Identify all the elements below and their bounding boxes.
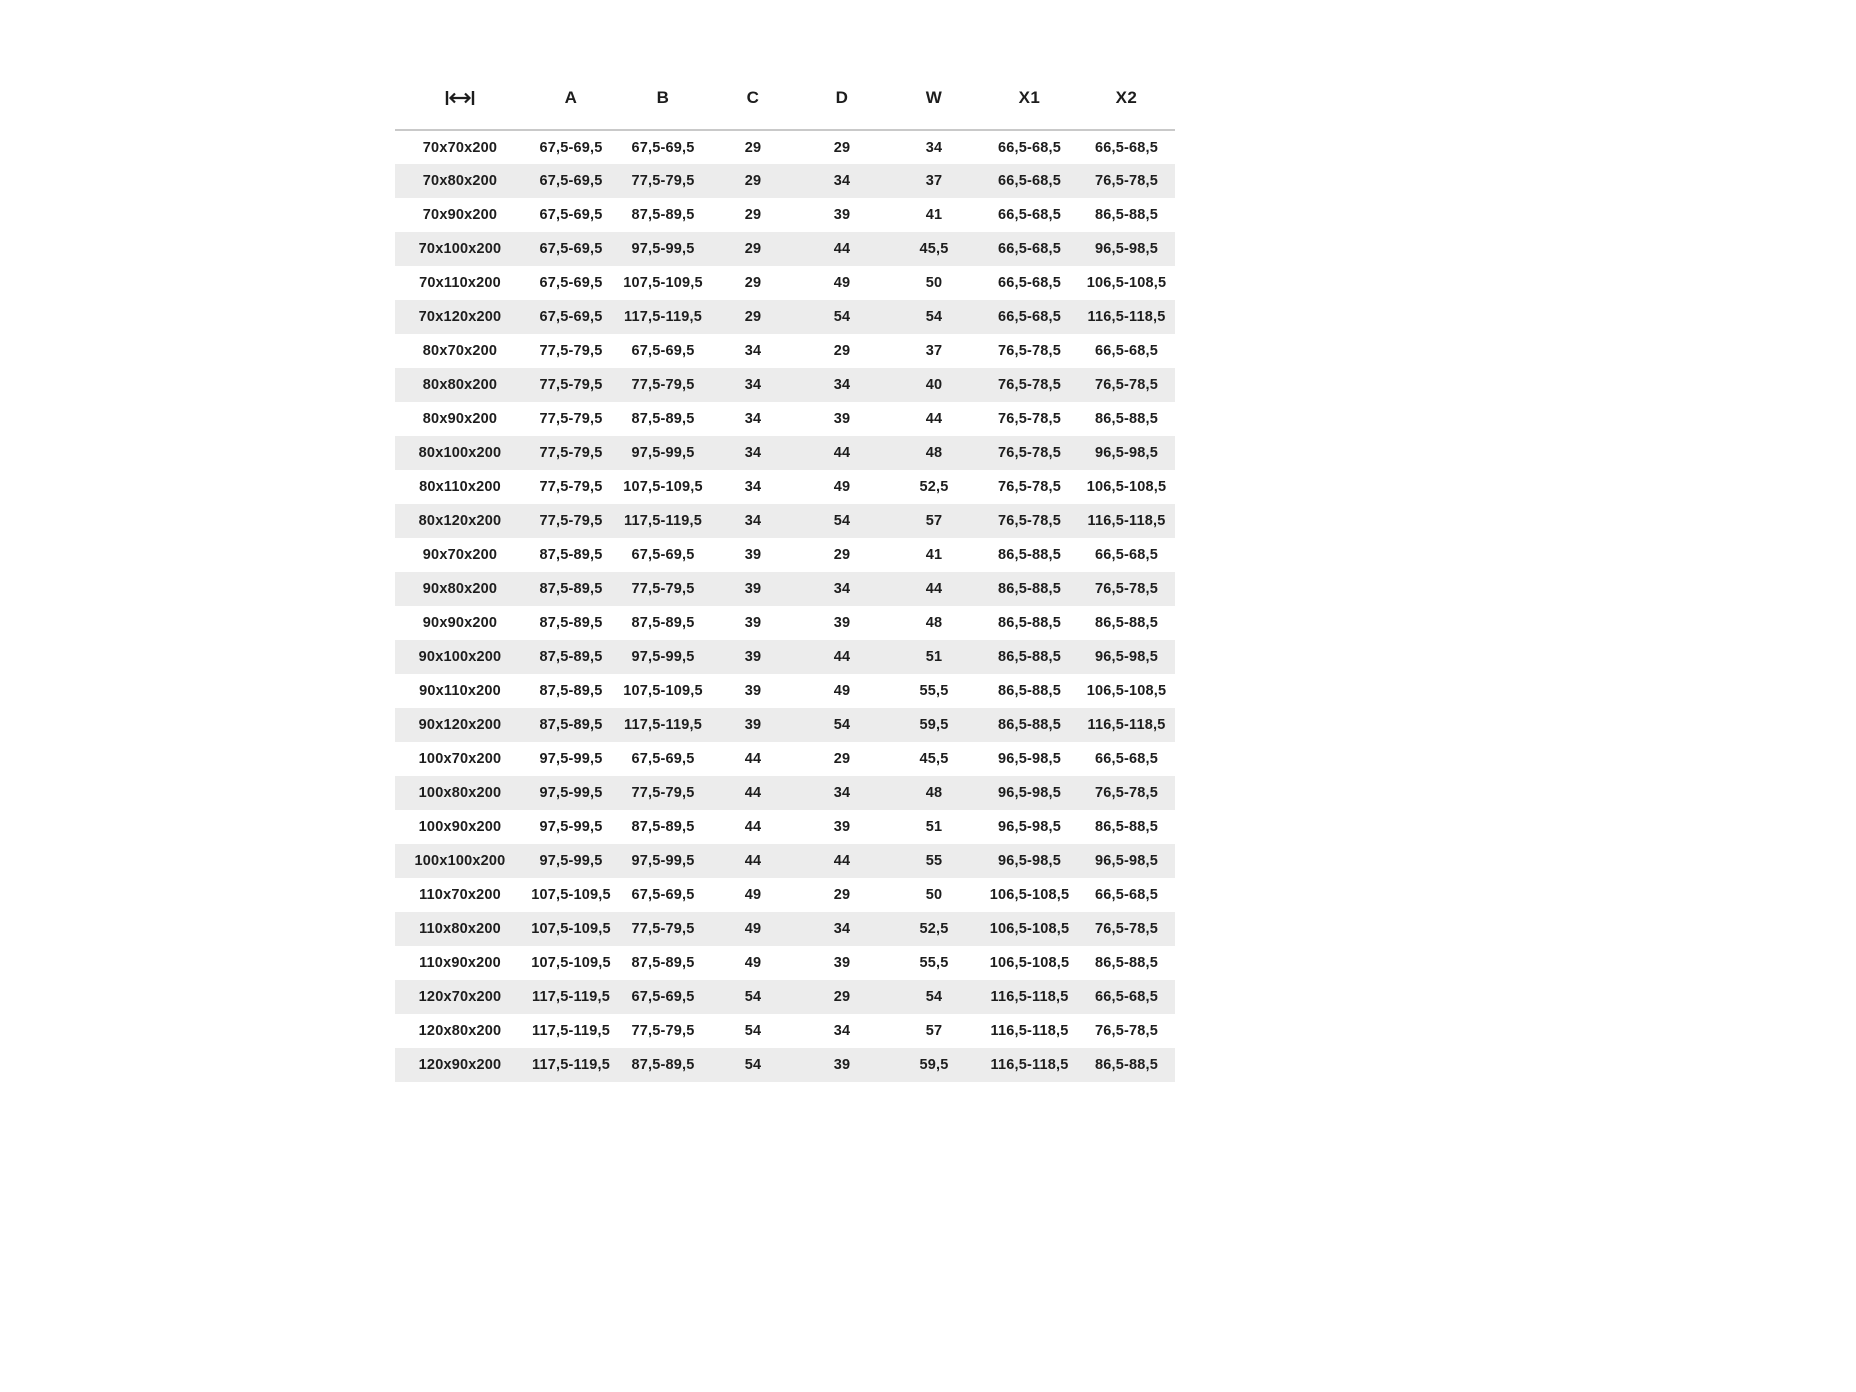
value-cell: 77,5-79,5 bbox=[631, 1023, 695, 1039]
value-cell: 34 bbox=[709, 368, 797, 402]
value-cell: 39 bbox=[833, 615, 851, 631]
value-cell: 29 bbox=[833, 887, 851, 903]
table-row bbox=[395, 402, 1175, 436]
value-cell: 39 bbox=[833, 819, 851, 835]
value-cell: 29 bbox=[833, 139, 851, 156]
value-cell: 67,5-69,5 bbox=[539, 275, 603, 291]
column-header-x2: X2 bbox=[1078, 70, 1175, 130]
value-cell: 86,5-88,5 bbox=[981, 640, 1078, 674]
value-cell: 97,5-99,5 bbox=[525, 776, 617, 810]
value-cell: 77,5-79,5 bbox=[617, 912, 709, 946]
value-cell: 67,5-69,5 bbox=[525, 300, 617, 334]
size-cell: 90x90x200 bbox=[422, 615, 498, 631]
value-cell: 67,5-69,5 bbox=[539, 139, 603, 156]
value-cell: 34 bbox=[797, 572, 887, 606]
value-cell: 34 bbox=[797, 164, 887, 198]
value-cell: 39 bbox=[744, 615, 762, 631]
value-cell: 107,5-109,5 bbox=[623, 479, 703, 495]
value-cell: 77,5-79,5 bbox=[617, 368, 709, 402]
table-row bbox=[395, 946, 1175, 980]
size-cell: 90x100x200 bbox=[395, 640, 525, 674]
size-cell: 90x120x200 bbox=[395, 708, 525, 742]
size-cell: 90x70x200 bbox=[422, 547, 498, 563]
value-cell: 106,5-108,5 bbox=[981, 912, 1078, 946]
size-cell: 70x120x200 bbox=[395, 300, 525, 334]
value-cell: 66,5-68,5 bbox=[1078, 980, 1175, 1014]
value-cell: 106,5-108,5 bbox=[1086, 275, 1167, 291]
value-cell: 97,5-99,5 bbox=[617, 436, 709, 470]
size-column-header bbox=[395, 70, 525, 130]
value-cell: 76,5-78,5 bbox=[981, 504, 1078, 538]
value-cell: 67,5-69,5 bbox=[631, 751, 695, 767]
dimensions-table-container bbox=[395, 70, 1175, 1082]
table-row bbox=[395, 470, 1175, 504]
value-cell: 87,5-89,5 bbox=[631, 615, 695, 631]
value-cell: 86,5-88,5 bbox=[981, 572, 1078, 606]
value-cell: 39 bbox=[833, 411, 851, 427]
size-cell: 80x70x200 bbox=[422, 343, 498, 359]
value-cell: 116,5-118,5 bbox=[981, 1048, 1078, 1082]
value-cell: 67,5-69,5 bbox=[631, 139, 695, 156]
table-row bbox=[395, 538, 1175, 572]
value-cell: 87,5-89,5 bbox=[631, 955, 695, 971]
value-cell: 54 bbox=[887, 980, 981, 1014]
value-cell: 48 bbox=[925, 615, 943, 631]
table-row bbox=[395, 300, 1175, 334]
value-cell: 87,5-89,5 bbox=[539, 615, 603, 631]
table-row bbox=[395, 164, 1175, 198]
value-cell: 44 bbox=[797, 640, 887, 674]
value-cell: 39 bbox=[709, 640, 797, 674]
value-cell: 54 bbox=[709, 980, 797, 1014]
value-cell: 48 bbox=[887, 776, 981, 810]
value-cell: 66,5-68,5 bbox=[1094, 887, 1159, 903]
value-cell: 67,5-69,5 bbox=[631, 547, 695, 563]
size-cell: 70x70x200 bbox=[422, 139, 498, 156]
size-cell: 70x90x200 bbox=[422, 207, 498, 223]
table-row bbox=[395, 130, 1175, 164]
value-cell: 48 bbox=[887, 436, 981, 470]
value-cell: 39 bbox=[744, 547, 762, 563]
value-cell: 52,5 bbox=[887, 912, 981, 946]
value-cell: 39 bbox=[833, 955, 851, 971]
value-cell: 66,5-68,5 bbox=[997, 139, 1062, 156]
value-cell: 54 bbox=[797, 504, 887, 538]
value-cell: 96,5-98,5 bbox=[981, 776, 1078, 810]
value-cell: 44 bbox=[709, 776, 797, 810]
value-cell: 117,5-119,5 bbox=[617, 708, 709, 742]
value-cell: 86,5-88,5 bbox=[1094, 411, 1159, 427]
value-cell: 29 bbox=[744, 139, 762, 156]
value-cell: 77,5-79,5 bbox=[617, 164, 709, 198]
value-cell: 41 bbox=[925, 207, 943, 223]
value-cell: 50 bbox=[925, 887, 943, 903]
value-cell: 67,5-69,5 bbox=[631, 887, 695, 903]
value-cell: 107,5-109,5 bbox=[623, 683, 703, 699]
value-cell: 96,5-98,5 bbox=[1078, 640, 1175, 674]
column-header-x1: X1 bbox=[981, 70, 1078, 130]
value-cell: 29 bbox=[709, 300, 797, 334]
value-cell: 39 bbox=[744, 683, 762, 699]
column-header-d: D bbox=[797, 70, 887, 130]
value-cell: 49 bbox=[833, 683, 851, 699]
value-cell: 51 bbox=[887, 640, 981, 674]
value-cell: 116,5-118,5 bbox=[1078, 504, 1175, 538]
table-row bbox=[395, 504, 1175, 538]
value-cell: 44 bbox=[797, 232, 887, 266]
size-cell: 110x70x200 bbox=[419, 887, 501, 903]
value-cell: 117,5-119,5 bbox=[617, 300, 709, 334]
value-cell: 96,5-98,5 bbox=[1078, 436, 1175, 470]
value-cell: 49 bbox=[833, 479, 851, 495]
value-cell: 87,5-89,5 bbox=[617, 1048, 709, 1082]
value-cell: 67,5-69,5 bbox=[631, 343, 695, 359]
value-cell: 54 bbox=[797, 300, 887, 334]
value-cell: 117,5-119,5 bbox=[525, 1048, 617, 1082]
value-cell: 55,5 bbox=[919, 955, 949, 971]
table-row bbox=[395, 606, 1175, 640]
value-cell: 29 bbox=[709, 232, 797, 266]
value-cell: 97,5-99,5 bbox=[539, 751, 603, 767]
value-cell: 86,5-88,5 bbox=[1094, 207, 1159, 223]
value-cell: 77,5-79,5 bbox=[525, 368, 617, 402]
table-header-row bbox=[395, 70, 1175, 130]
table-row bbox=[395, 742, 1175, 776]
value-cell: 66,5-68,5 bbox=[1094, 751, 1159, 767]
value-cell: 66,5-68,5 bbox=[1094, 547, 1159, 563]
value-cell: 49 bbox=[709, 912, 797, 946]
value-cell: 76,5-78,5 bbox=[1094, 1023, 1159, 1039]
value-cell: 87,5-89,5 bbox=[631, 411, 695, 427]
value-cell: 87,5-89,5 bbox=[525, 572, 617, 606]
value-cell: 34 bbox=[925, 139, 943, 156]
size-cell: 80x90x200 bbox=[422, 411, 498, 427]
value-cell: 44 bbox=[744, 751, 762, 767]
value-cell: 96,5-98,5 bbox=[1078, 844, 1175, 878]
value-cell: 66,5-68,5 bbox=[1094, 343, 1159, 359]
value-cell: 44 bbox=[709, 844, 797, 878]
size-cell: 120x80x200 bbox=[418, 1023, 502, 1039]
table-row bbox=[395, 776, 1175, 810]
value-cell: 50 bbox=[925, 275, 943, 291]
value-cell: 77,5-79,5 bbox=[617, 572, 709, 606]
table-row bbox=[395, 572, 1175, 606]
value-cell: 66,5-68,5 bbox=[997, 207, 1062, 223]
value-cell: 77,5-79,5 bbox=[539, 411, 603, 427]
value-cell: 116,5-118,5 bbox=[981, 980, 1078, 1014]
table-row bbox=[395, 980, 1175, 1014]
size-cell: 90x80x200 bbox=[395, 572, 525, 606]
table-row bbox=[395, 844, 1175, 878]
value-cell: 29 bbox=[833, 547, 851, 563]
value-cell: 44 bbox=[744, 819, 762, 835]
value-cell: 116,5-118,5 bbox=[1078, 300, 1175, 334]
value-cell: 29 bbox=[744, 207, 762, 223]
value-cell: 66,5-68,5 bbox=[997, 275, 1062, 291]
value-cell: 97,5-99,5 bbox=[617, 232, 709, 266]
value-cell: 86,5-88,5 bbox=[1094, 955, 1159, 971]
value-cell: 37 bbox=[887, 164, 981, 198]
value-cell: 45,5 bbox=[919, 751, 949, 767]
value-cell: 116,5-118,5 bbox=[1078, 708, 1175, 742]
table-row bbox=[395, 674, 1175, 708]
value-cell: 96,5-98,5 bbox=[997, 751, 1062, 767]
table-row bbox=[395, 912, 1175, 946]
value-cell: 34 bbox=[744, 479, 762, 495]
value-cell: 44 bbox=[925, 411, 943, 427]
table-row bbox=[395, 708, 1175, 742]
value-cell: 106,5-108,5 bbox=[1086, 479, 1167, 495]
value-cell: 67,5-69,5 bbox=[525, 164, 617, 198]
value-cell: 76,5-78,5 bbox=[981, 368, 1078, 402]
table-body bbox=[395, 130, 1175, 1082]
value-cell: 87,5-89,5 bbox=[525, 640, 617, 674]
value-cell: 107,5-109,5 bbox=[623, 275, 703, 291]
value-cell: 39 bbox=[797, 1048, 887, 1082]
value-cell: 97,5-99,5 bbox=[525, 844, 617, 878]
value-cell: 96,5-98,5 bbox=[981, 844, 1078, 878]
value-cell: 86,5-88,5 bbox=[997, 547, 1062, 563]
value-cell: 117,5-119,5 bbox=[525, 980, 617, 1014]
value-cell: 44 bbox=[887, 572, 981, 606]
value-cell: 106,5-108,5 bbox=[989, 955, 1070, 971]
size-cell: 100x80x200 bbox=[395, 776, 525, 810]
size-cell: 70x110x200 bbox=[419, 275, 501, 291]
value-cell: 96,5-98,5 bbox=[1078, 232, 1175, 266]
value-cell: 37 bbox=[925, 343, 943, 359]
value-cell: 86,5-88,5 bbox=[997, 615, 1062, 631]
value-cell: 76,5-78,5 bbox=[981, 436, 1078, 470]
value-cell: 97,5-99,5 bbox=[539, 819, 603, 835]
size-cell: 80x80x200 bbox=[395, 368, 525, 402]
size-cell: 70x100x200 bbox=[395, 232, 525, 266]
value-cell: 76,5-78,5 bbox=[1078, 776, 1175, 810]
table-row bbox=[395, 878, 1175, 912]
column-header-c: C bbox=[709, 70, 797, 130]
size-cell: 120x70x200 bbox=[395, 980, 525, 1014]
dimensions-table bbox=[395, 70, 1175, 1082]
value-cell: 76,5-78,5 bbox=[1078, 912, 1175, 946]
value-cell: 55,5 bbox=[919, 683, 949, 699]
value-cell: 49 bbox=[833, 275, 851, 291]
value-cell: 77,5-79,5 bbox=[539, 343, 603, 359]
value-cell: 86,5-88,5 bbox=[1094, 819, 1159, 835]
size-cell: 80x100x200 bbox=[395, 436, 525, 470]
value-cell: 77,5-79,5 bbox=[617, 776, 709, 810]
value-cell: 29 bbox=[833, 343, 851, 359]
value-cell: 59,5 bbox=[887, 708, 981, 742]
value-cell: 54 bbox=[887, 300, 981, 334]
size-cell: 100x100x200 bbox=[395, 844, 525, 878]
value-cell: 44 bbox=[797, 436, 887, 470]
value-cell: 29 bbox=[709, 164, 797, 198]
value-cell: 87,5-89,5 bbox=[525, 708, 617, 742]
value-cell: 87,5-89,5 bbox=[539, 683, 603, 699]
table-row bbox=[395, 266, 1175, 300]
value-cell: 39 bbox=[833, 207, 851, 223]
value-cell: 76,5-78,5 bbox=[997, 411, 1062, 427]
value-cell: 39 bbox=[709, 708, 797, 742]
size-cell: 120x90x200 bbox=[395, 1048, 525, 1082]
value-cell: 97,5-99,5 bbox=[617, 844, 709, 878]
table-row bbox=[395, 1048, 1175, 1082]
value-cell: 86,5-88,5 bbox=[997, 683, 1062, 699]
size-cell: 90x110x200 bbox=[419, 683, 501, 699]
value-cell: 87,5-89,5 bbox=[631, 207, 695, 223]
table-row bbox=[395, 436, 1175, 470]
value-cell: 29 bbox=[744, 275, 762, 291]
value-cell: 49 bbox=[744, 887, 762, 903]
value-cell: 106,5-108,5 bbox=[989, 887, 1070, 903]
value-cell: 41 bbox=[925, 547, 943, 563]
value-cell: 116,5-118,5 bbox=[990, 1023, 1069, 1039]
table-row bbox=[395, 334, 1175, 368]
value-cell: 34 bbox=[709, 504, 797, 538]
size-cell: 70x80x200 bbox=[395, 164, 525, 198]
value-cell: 76,5-78,5 bbox=[1078, 164, 1175, 198]
value-cell: 97,5-99,5 bbox=[617, 640, 709, 674]
size-cell: 110x90x200 bbox=[419, 955, 501, 971]
value-cell: 34 bbox=[833, 1023, 851, 1039]
table-row bbox=[395, 198, 1175, 232]
value-cell: 66,5-68,5 bbox=[981, 232, 1078, 266]
value-cell: 77,5-79,5 bbox=[525, 436, 617, 470]
value-cell: 66,5-68,5 bbox=[1094, 139, 1159, 156]
value-cell: 77,5-79,5 bbox=[539, 479, 603, 495]
width-dimension-icon bbox=[445, 90, 475, 106]
value-cell: 34 bbox=[744, 411, 762, 427]
value-cell: 117,5-119,5 bbox=[617, 504, 709, 538]
size-cell: 100x70x200 bbox=[418, 751, 502, 767]
value-cell: 34 bbox=[797, 776, 887, 810]
value-cell: 107,5-109,5 bbox=[531, 955, 611, 971]
size-cell: 100x90x200 bbox=[418, 819, 502, 835]
value-cell: 57 bbox=[887, 504, 981, 538]
value-cell: 67,5-69,5 bbox=[539, 207, 603, 223]
value-cell: 77,5-79,5 bbox=[525, 504, 617, 538]
value-cell: 34 bbox=[797, 912, 887, 946]
size-cell: 110x80x200 bbox=[395, 912, 525, 946]
value-cell: 40 bbox=[887, 368, 981, 402]
value-cell: 107,5-109,5 bbox=[531, 887, 611, 903]
table-row bbox=[395, 810, 1175, 844]
value-cell: 49 bbox=[744, 955, 762, 971]
value-cell: 67,5-69,5 bbox=[525, 232, 617, 266]
value-cell: 45,5 bbox=[887, 232, 981, 266]
value-cell: 34 bbox=[744, 343, 762, 359]
value-cell: 66,5-68,5 bbox=[981, 300, 1078, 334]
value-cell: 29 bbox=[797, 980, 887, 1014]
value-cell: 67,5-69,5 bbox=[617, 980, 709, 1014]
value-cell: 66,5-68,5 bbox=[981, 164, 1078, 198]
value-cell: 76,5-78,5 bbox=[997, 479, 1062, 495]
value-cell: 54 bbox=[797, 708, 887, 742]
value-cell: 44 bbox=[797, 844, 887, 878]
value-cell: 55 bbox=[887, 844, 981, 878]
value-cell: 51 bbox=[925, 819, 943, 835]
value-cell: 34 bbox=[709, 436, 797, 470]
value-cell: 117,5-119,5 bbox=[532, 1023, 610, 1039]
value-cell: 87,5-89,5 bbox=[539, 547, 603, 563]
value-cell: 76,5-78,5 bbox=[1078, 368, 1175, 402]
value-cell: 34 bbox=[797, 368, 887, 402]
value-cell: 29 bbox=[833, 751, 851, 767]
table-row bbox=[395, 368, 1175, 402]
size-cell: 80x110x200 bbox=[419, 479, 501, 495]
value-cell: 76,5-78,5 bbox=[1078, 572, 1175, 606]
value-cell: 86,5-88,5 bbox=[1078, 1048, 1175, 1082]
value-cell: 96,5-98,5 bbox=[997, 819, 1062, 835]
table-row bbox=[395, 232, 1175, 266]
column-header-b: B bbox=[617, 70, 709, 130]
value-cell: 52,5 bbox=[919, 479, 949, 495]
value-cell: 54 bbox=[744, 1023, 762, 1039]
value-cell: 87,5-89,5 bbox=[631, 819, 695, 835]
size-cell: 80x120x200 bbox=[395, 504, 525, 538]
value-cell: 86,5-88,5 bbox=[981, 708, 1078, 742]
value-cell: 59,5 bbox=[887, 1048, 981, 1082]
value-cell: 86,5-88,5 bbox=[1094, 615, 1159, 631]
value-cell: 106,5-108,5 bbox=[1086, 683, 1167, 699]
table-row bbox=[395, 640, 1175, 674]
column-header-w: W bbox=[887, 70, 981, 130]
value-cell: 54 bbox=[709, 1048, 797, 1082]
value-cell: 107,5-109,5 bbox=[525, 912, 617, 946]
value-cell: 39 bbox=[709, 572, 797, 606]
column-header-a: A bbox=[525, 70, 617, 130]
value-cell: 76,5-78,5 bbox=[997, 343, 1062, 359]
value-cell: 57 bbox=[925, 1023, 943, 1039]
table-row bbox=[395, 1014, 1175, 1048]
